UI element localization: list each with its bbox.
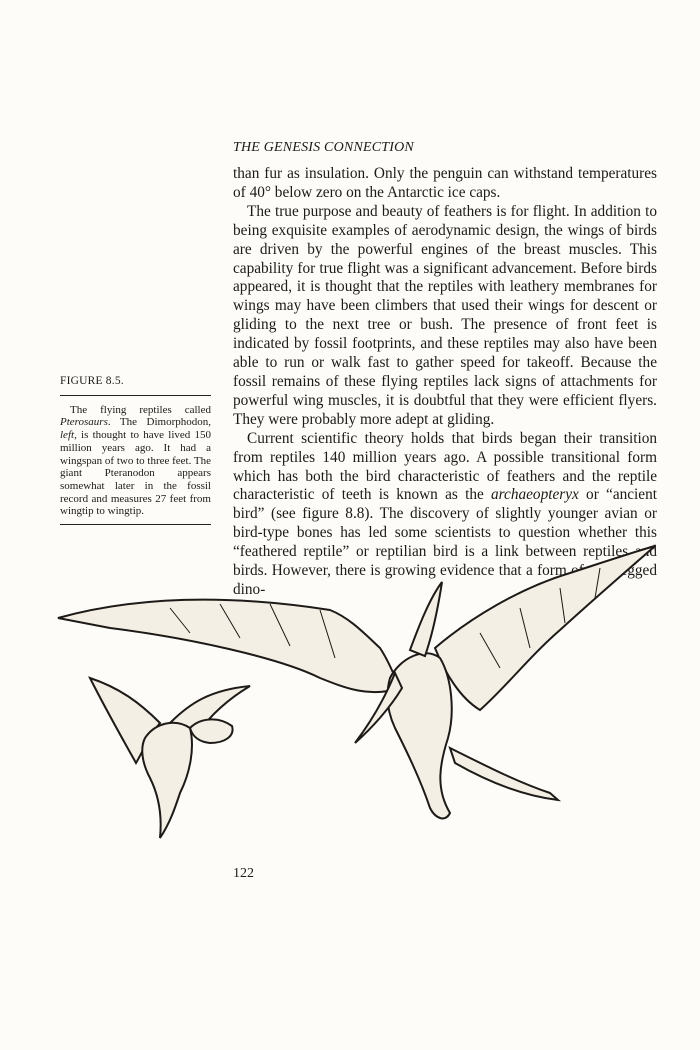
pteranodon-figure: [58, 546, 655, 818]
paragraph-2: The true purpose and beauty of feathers is for flight. In addition to being exquisite examples of aerodynamic design, the wings of birds are driven by the powerful engines of the breast muscles. This capability for true flight was a significant advancement. Before birds appeared, it is thought that the reptiles with leathery membranes for wings may have been climbers that used their wings for descent or gliding to the next tree or bush. The presence of front feet is indicated by fossil footprints, and these reptiles may also have been able to run or walk fast to gather speed for takeoff. Because the fossil remains of these flying reptiles lack signs of attachments for powerful wing muscles, it is doubtful that they were efficient flyers. They were probably more adept at gliding.: [233, 202, 657, 428]
dimorphodon-body: [142, 723, 192, 838]
dimorphodon-head: [190, 719, 233, 743]
paragraph-1: than fur as insulation. Only the penguin can withstand temperatures of 40° below zero on the Antarctic ice caps.: [233, 165, 657, 201]
caption-text: [60, 396, 211, 525]
caption-body: [60, 404, 211, 518]
running-head: THE GENESIS CONNECTION: [233, 140, 414, 155]
paragraph-3-text-cont: or “ancient bird” (see figure 8.8). The discovery of slightly younger avian or bird-type bones has led some scientists to question whether this “feathered reptile” or reptilian bird is a link between reptiles and birds. However, there is growing evidence that a form of two-legged dino-: [233, 486, 657, 598]
pteranodon-right-wing: [435, 546, 655, 710]
caption-pterosaurs: Pterosaurs: [60, 416, 108, 429]
pteranodon-left-wing: [58, 600, 400, 692]
figure-label: FIGURE 8.5.: [60, 375, 211, 396]
pterosaur-illustration: [50, 538, 670, 848]
caption-part-1: The flying reptiles called: [70, 403, 211, 416]
body-text: [233, 165, 657, 600]
figure-caption: [60, 375, 211, 525]
dimorphodon-figure: [90, 678, 250, 838]
pteranodon-leg: [450, 748, 558, 800]
page-number: 122: [233, 866, 254, 881]
caption-part-2: . The Dimorphodon,: [107, 416, 211, 429]
paragraph-3-text: Current scientific theory holds that birds began their transition from reptiles 140 million years ago. A possible transitional form which has both the bird characteristic of feathers and the reptile characteristic of teeth is known as the: [233, 429, 657, 504]
caption-part-3: , is thought to have lived 150 million years ago. It had a wingspan of two to three feet. The giant Pteranodon appears somewhat later in the fossil record and measures 27 feet from wingtip to wingtip.: [60, 429, 212, 518]
caption-left: left: [60, 429, 75, 442]
archaeopteryx-term: archaeopteryx: [491, 486, 579, 504]
